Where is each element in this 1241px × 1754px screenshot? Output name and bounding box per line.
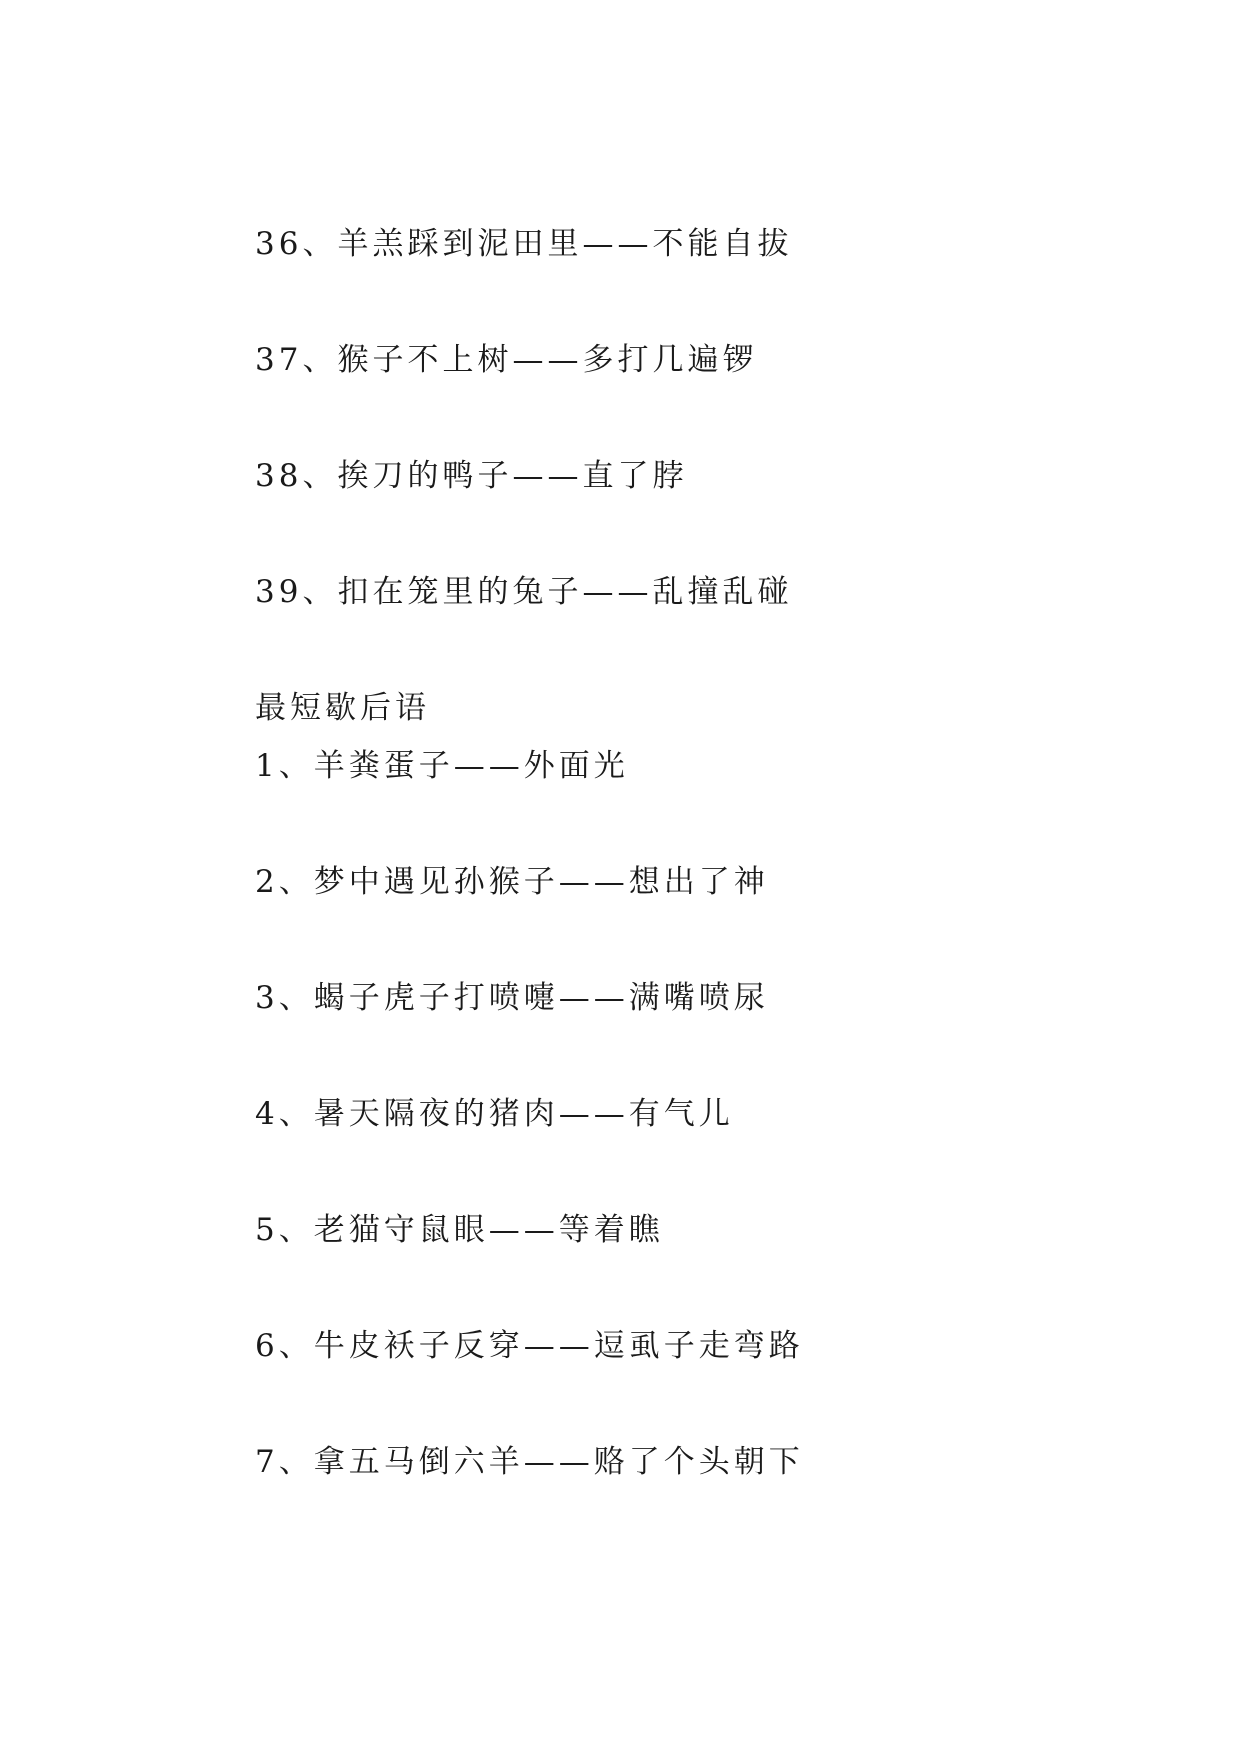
section-heading: 最短歇后语	[255, 690, 430, 726]
list-item: 5、老猫守鼠眼——等着瞧	[255, 1212, 664, 1248]
list-item: 37、猴子不上树——多打几遍锣	[255, 342, 758, 378]
list-item: 36、羊羔踩到泥田里——不能自拔	[255, 226, 793, 262]
list-item: 4、暑天隔夜的猪肉——有气儿	[255, 1096, 734, 1132]
list-item: 1、羊粪蛋子——外面光	[255, 748, 629, 784]
list-item: 2、梦中遇见孙猴子——想出了神	[255, 864, 769, 900]
list-item: 39、扣在笼里的兔子——乱撞乱碰	[255, 574, 793, 610]
list-item: 3、蝎子虎子打喷嚏——满嘴喷尿	[255, 980, 769, 1016]
list-item: 38、挨刀的鸭子——直了脖	[255, 458, 688, 494]
list-item: 6、牛皮袄子反穿——逗虱子走弯路	[255, 1328, 804, 1364]
list-item: 7、拿五马倒六羊——赂了个头朝下	[255, 1444, 804, 1480]
